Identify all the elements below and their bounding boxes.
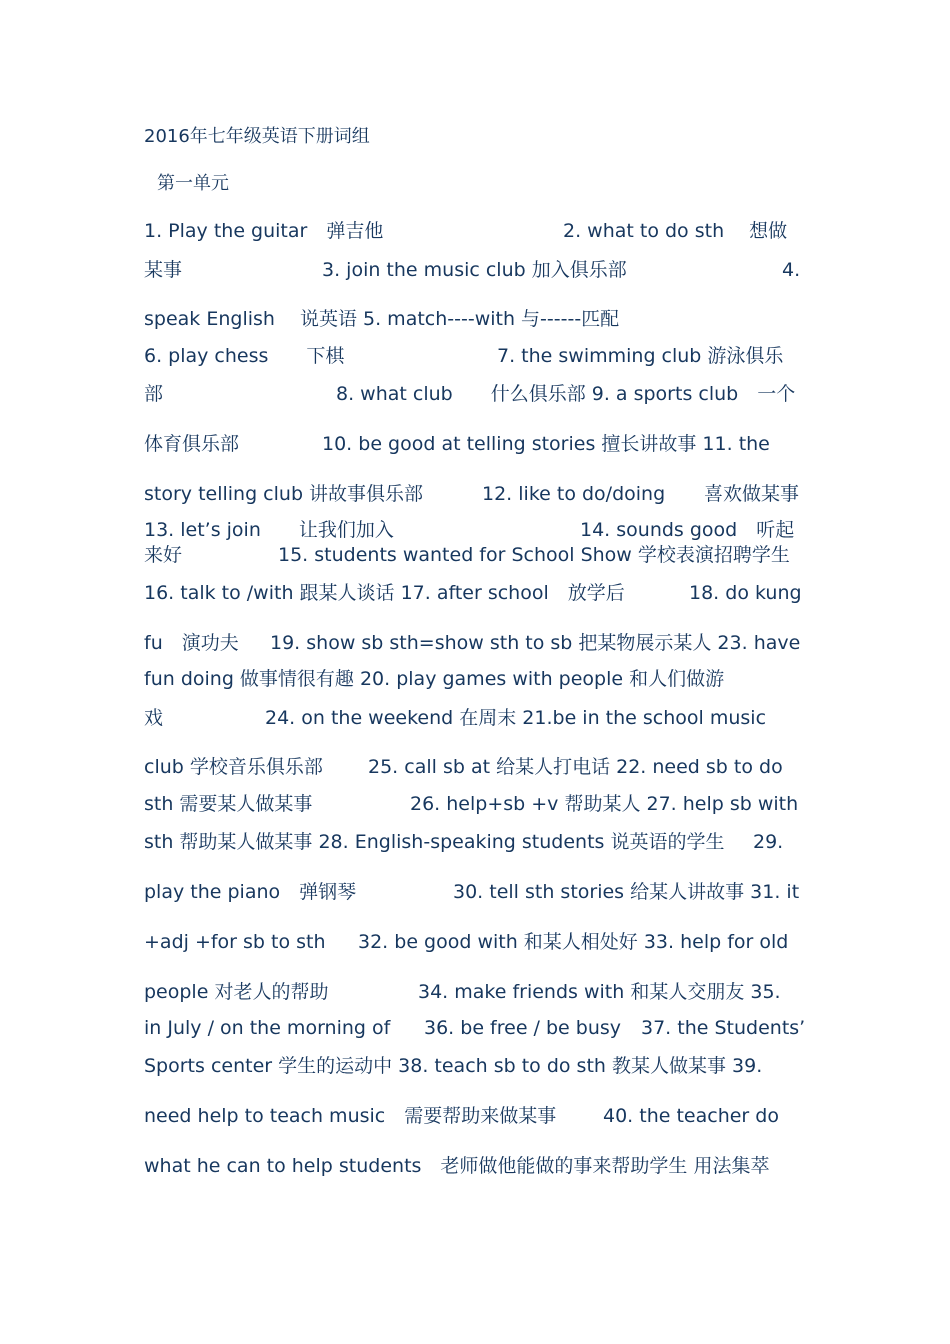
- phrase-line: [0, 1101, 950, 1131]
- phrase-line: [0, 827, 950, 857]
- phrase-text: people 对老人的帮助: [144, 981, 329, 1003]
- phrase-text: 18. do kung: [689, 582, 802, 604]
- phrase-text: play the piano 弹钢琴: [144, 881, 357, 903]
- phrase-line: [0, 703, 950, 733]
- phrase-line: [0, 877, 950, 907]
- phrase-text: 15. students wanted for School Show 学校表演招聘学生: [278, 544, 790, 566]
- phrase-text: Sports center 学生的运动中 38. teach sb to do sth 教某人做某事 39.: [144, 1055, 763, 1077]
- phrase-text: 8. what club 什么俱乐部 9. a sports club 一个: [336, 383, 796, 405]
- phrase-text: need help to teach music 需要帮助来做某事: [144, 1105, 557, 1127]
- phrase-text: 29.: [753, 831, 784, 853]
- phrase-text: sth 需要某人做某事: [144, 793, 313, 815]
- phrase-text: 12. like to do/doing: [482, 483, 666, 505]
- phrase-text: 19. show sb sth=show sth to sb 把某物展示某人 23. have: [270, 632, 801, 654]
- unit-heading-text: 第一单元: [157, 173, 229, 194]
- phrase-text: 来好: [144, 544, 183, 566]
- phrase-text: 喜欢做某事: [704, 483, 800, 505]
- phrase-text: 37. the Students’: [641, 1017, 806, 1039]
- phrase-text: 10. be good at telling stories 擅长讲故事 11. the: [322, 433, 770, 455]
- phrase-text: speak English 说英语 5. match----with 与------匹配: [144, 308, 620, 330]
- phrase-line: [0, 1151, 950, 1181]
- phrase-text: 部: [144, 383, 164, 405]
- phrase-text: 30. tell sth stories 给某人讲故事 31. it: [453, 881, 800, 903]
- phrase-line: [0, 255, 950, 285]
- phrase-text: 24. on the weekend 在周末 21.be in the school music: [265, 707, 767, 729]
- phrase-text: fu 演功夫: [144, 632, 239, 654]
- phrase-line: [0, 304, 950, 334]
- phrase-text: 6. play chess 下棋: [144, 345, 345, 367]
- phrase-text: 3. join the music club 加入俱乐部: [322, 259, 627, 281]
- phrase-text: 某事: [144, 259, 183, 281]
- phrase-line: [0, 479, 950, 509]
- phrase-line: [0, 927, 950, 957]
- phrase-line: [0, 628, 950, 658]
- phrase-text: club 学校音乐俱乐部: [144, 756, 323, 778]
- phrase-text: 25. call sb at 给某人打电话 22. need sb to do: [368, 756, 783, 778]
- phrase-text: sth 帮助某人做某事 28. English-speaking students 说英语的学生: [144, 831, 725, 853]
- phrase-line: [0, 540, 950, 570]
- unit-heading: [0, 169, 950, 199]
- phrase-text: story telling club 讲故事俱乐部: [144, 483, 424, 505]
- phrase-text: in July / on the morning of: [144, 1017, 391, 1039]
- phrase-line: [0, 578, 950, 608]
- phrase-line: [0, 789, 950, 819]
- phrase-text: 13. let’s join 让我们加入: [144, 519, 394, 541]
- phrase-text: 40. the teacher do: [603, 1105, 779, 1127]
- phrase-text: 戏: [144, 707, 164, 729]
- phrase-text: fun doing 做事情很有趣 20. play games with people 和人们做游: [144, 668, 725, 690]
- phrase-text: +adj +for sb to sth: [144, 931, 326, 953]
- document-title: [0, 122, 950, 152]
- phrase-text: 34. make friends with 和某人交朋友 35.: [418, 981, 781, 1003]
- phrase-text: 26. help+sb +v 帮助某人 27. help sb with: [410, 793, 799, 815]
- phrase-line: [0, 752, 950, 782]
- phrase-line: [0, 1051, 950, 1081]
- phrase-text: what he can to help students 老师做他能做的事来帮助学生 用法集萃: [144, 1155, 770, 1177]
- phrase-line: [0, 379, 950, 409]
- phrase-line: [0, 341, 950, 371]
- phrase-text: 1. Play the guitar 弹吉他: [144, 220, 384, 242]
- phrase-text: 7. the swimming club 游泳俱乐: [497, 345, 784, 367]
- phrase-text: 体育俱乐部: [144, 433, 240, 455]
- phrase-line: [0, 1013, 950, 1043]
- phrase-line: [0, 664, 950, 694]
- title-text: 2016年七年级英语下册词组: [144, 126, 370, 147]
- phrase-text: 14. sounds good 听起: [580, 519, 795, 541]
- phrase-text: 4.: [782, 259, 801, 281]
- phrase-line: [0, 977, 950, 1007]
- phrase-text: 16. talk to /with 跟某人谈话 17. after school 放学后: [144, 582, 625, 604]
- phrase-text: 2. what to do sth 想做: [563, 220, 788, 242]
- phrase-text: 32. be good with 和某人相处好 33. help for old: [358, 931, 789, 953]
- phrase-line: [0, 429, 950, 459]
- phrase-text: 36. be free / be busy: [424, 1017, 622, 1039]
- phrase-line: [0, 216, 950, 246]
